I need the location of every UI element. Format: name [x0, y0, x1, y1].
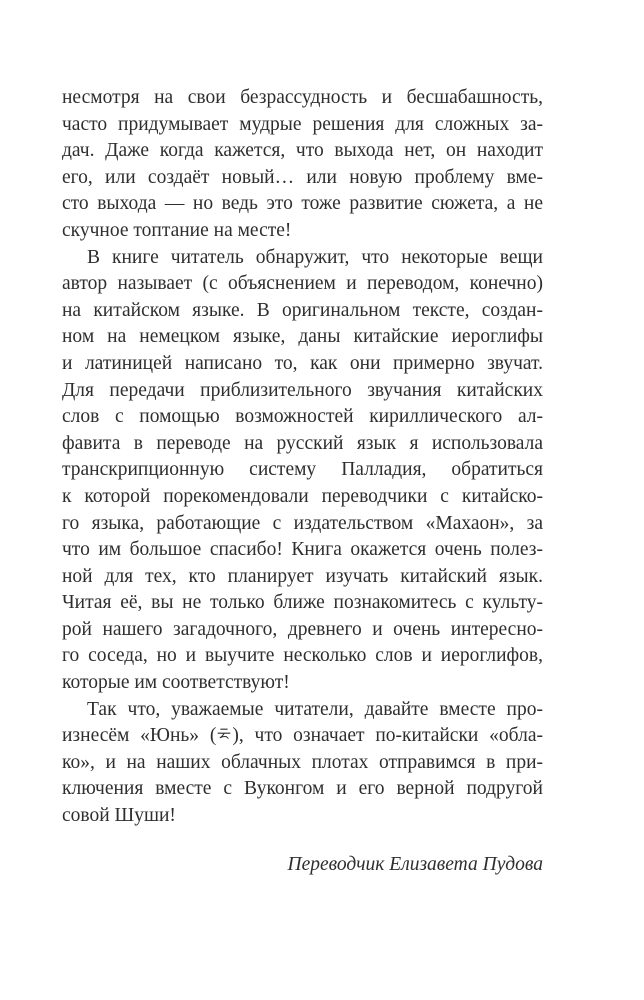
text-line: В книге читатель обнаружит, что некоторые вещи	[87, 246, 543, 268]
text-line: Так что, уважаемые читатели, давайте вместе про-	[87, 698, 543, 720]
yun-character-icon	[216, 726, 232, 742]
text-line: ключения вместе с Вуконгом и его верной подругой	[62, 778, 543, 800]
page-text	[62, 85, 543, 830]
text-line: ко», и на наших облачных плотах отправимся в при-	[62, 751, 543, 773]
text-line: и латиницей написано то, как они примерно звучат.	[62, 352, 543, 374]
text-line: сто выхода — но ведь это тоже развитие сюжета, а не	[62, 193, 543, 215]
text-line: слов с помощью возможностей кириллического ал-	[62, 406, 543, 428]
text-line: рой нашего загадочного, древнего и очень интересно-	[62, 618, 543, 640]
text-line: ном на немецком языке, даны китайские иероглифы	[62, 326, 543, 348]
text-line: к которой порекомендовали переводчики с китайско-	[62, 485, 543, 507]
text-line: Для передачи приблизительного звучания китайских	[62, 379, 543, 401]
text-line: Читая её, вы не только ближе познакомитесь с культу-	[62, 592, 543, 614]
text-line: ной для тех, кто планирует изучать китайский язык.	[62, 565, 543, 587]
text-line: го языка, работающие с издательством «Махаон», за	[62, 512, 543, 534]
text-line: го соседа, но и выучите несколько слов и иероглифов,	[62, 645, 543, 667]
text-line: которые им соответствуют!	[62, 672, 290, 694]
text-line: его, или создаёт новый… или новую проблему вме-	[62, 166, 543, 188]
text-line: что им большое спасибо! Книга окажется очень полез-	[62, 539, 543, 561]
text-line: совой Шуши!	[62, 805, 176, 827]
text-line: транскрипционную систему Палладия, обратиться	[62, 459, 543, 481]
text-line: изнесём «Юнь» ( ), что означает по-китайски «обла-	[62, 725, 543, 747]
text-line: часто придумывает мудрые решения для сложных за-	[62, 113, 543, 135]
text-line: на китайском языке. В оригинальном тексте, создан-	[62, 299, 543, 321]
translator-signature: Переводчик Елизавета Пудова	[287, 853, 543, 875]
text-line: фавита в переводе на русский язык я использовала	[62, 432, 543, 454]
text-line: несмотря на свои безрассудность и бесшабашность,	[62, 87, 543, 108]
text-line: автор называет (с объяснением и переводом, конечно)	[62, 273, 543, 295]
text-line: дач. Даже когда кажется, что выхода нет, он находит	[62, 140, 543, 162]
text-line: скучное топтание на месте!	[62, 219, 292, 241]
